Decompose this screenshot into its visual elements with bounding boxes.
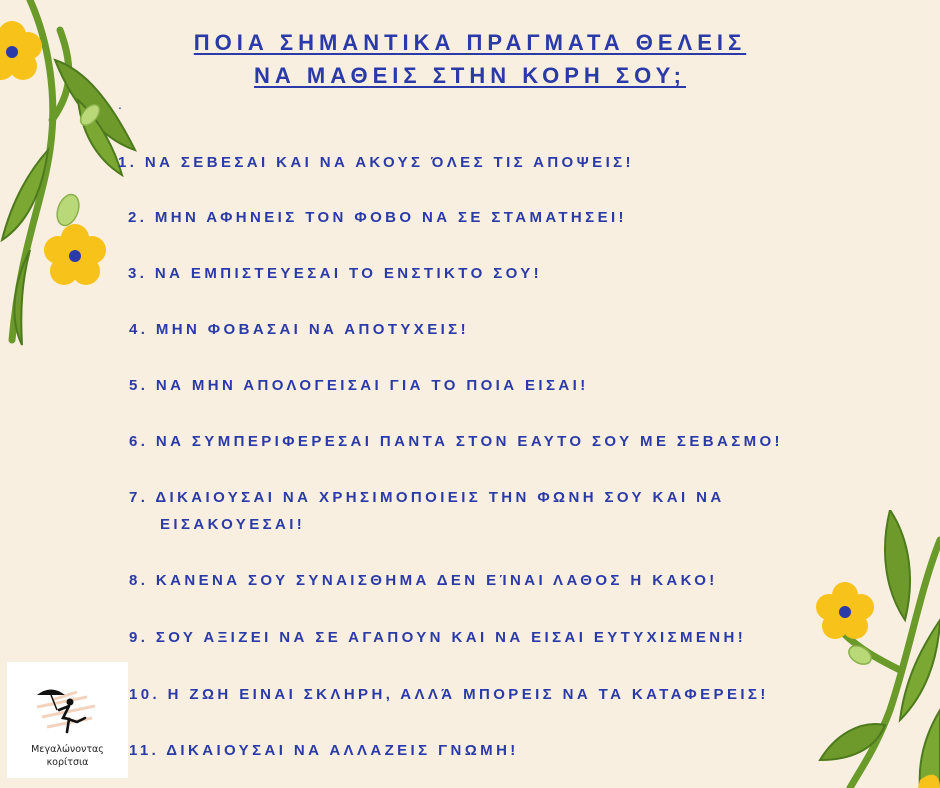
list-item-11: 11. ΔΙΚΑΙΟΥΣΑΙ ΝΑ ΑΛΛΑΖΕΙΣ ΓΝΩΜΗ! xyxy=(129,742,519,759)
list-item-5: 5. ΝΑ ΜΗΝ ΑΠΟΛΟΓΕΙΣΑΙ ΓΙΑ ΤΟ ΠΟΙΑ ΕΙΣΑΙ! xyxy=(129,377,589,394)
logo-text-line-2: κορίτσια xyxy=(46,757,89,768)
title-line-1: ΠΟΙΑ ΣΗΜΑΝΤΙΚΑ ΠΡΑΓΜΑΤΑ ΘΕΛΕΙΣ xyxy=(193,30,747,55)
list-item-2: 2. ΜΗΝ ΑΦΗΝΕΙΣ ΤΟΝ ΦΟΒΟ ΝΑ ΣΕ ΣΤΑΜΑΤΗΣΕΙ! xyxy=(128,209,627,226)
title-line-2: ΝΑ ΜΑΘΕΙΣ ΣΤΗΝ ΚΟΡΗ ΣΟΥ; xyxy=(254,63,686,88)
list-item-7-continuation: ΕΙΣΑΚΟΥΕΣΑΙ! xyxy=(160,516,306,533)
stray-dot: . xyxy=(118,96,122,112)
page-title xyxy=(0,26,940,92)
logo-text-line-1: Μεγαλώνοντας xyxy=(31,744,104,755)
list-item-8: 8. ΚΑΝΕΝΑ ΣΟΥ ΣΥΝΑΙΣΘΗΜΑ ΔΕΝ ΕΊΝΑΙ ΛΑΘΟΣ Η ΚΑΚΟ! xyxy=(129,572,718,589)
list-item-6: 6. ΝΑ ΣΥΜΠΕΡΙΦΕΡΕΣΑΙ ΠΑΝΤΑ ΣΤΟΝ ΕΑΥΤΟ ΣΟΥ ΜΕ ΣΕΒΑΣΜΟ! xyxy=(129,433,783,450)
list-item-1: 1. ΝΑ ΣΕΒΕΣΑΙ ΚΑΙ ΝΑ ΑΚΟΥΣ ΌΛΕΣ ΤΙΣ ΑΠΟΨΕΙΣ! xyxy=(118,154,634,171)
brand-logo xyxy=(7,662,128,778)
list-item-9: 9. ΣΟΥ ΑΞΙΖΕΙ ΝΑ ΣΕ ΑΓΑΠΟΥΝ ΚΑΙ ΝΑ ΕΙΣΑΙ ΕΥΤΥΧΙΣΜΕΝΗ! xyxy=(129,629,747,646)
list-item-3: 3. ΝΑ ΕΜΠΙΣΤΕΥΕΣΑΙ ΤΟ ΕΝΣΤΙΚΤΟ ΣΟΥ! xyxy=(128,265,543,282)
list-item-10: 10. Η ΖΩΗ ΕΙΝΑΙ ΣΚΛΗΡΗ, ΑΛΛΆ ΜΠΟΡΕΙΣ ΝΑ ΤΑ ΚΑΤΑΦΕΡΕΙΣ! xyxy=(129,686,769,703)
girl-with-umbrella-icon xyxy=(7,662,128,742)
list-item-7: 7. ΔΙΚΑΙΟΥΣΑΙ ΝΑ ΧΡΗΣΙΜΟΠΟΙΕΙΣ ΤΗΝ ΦΩΝΗ ΣΟΥ ΚΑΙ ΝΑ xyxy=(129,489,725,506)
list-item-4: 4. ΜΗΝ ΦΟΒΑΣΑΙ ΝΑ ΑΠΟΤΥΧΕΙΣ! xyxy=(129,321,469,338)
bottom-right-floral-decoration xyxy=(790,510,940,788)
